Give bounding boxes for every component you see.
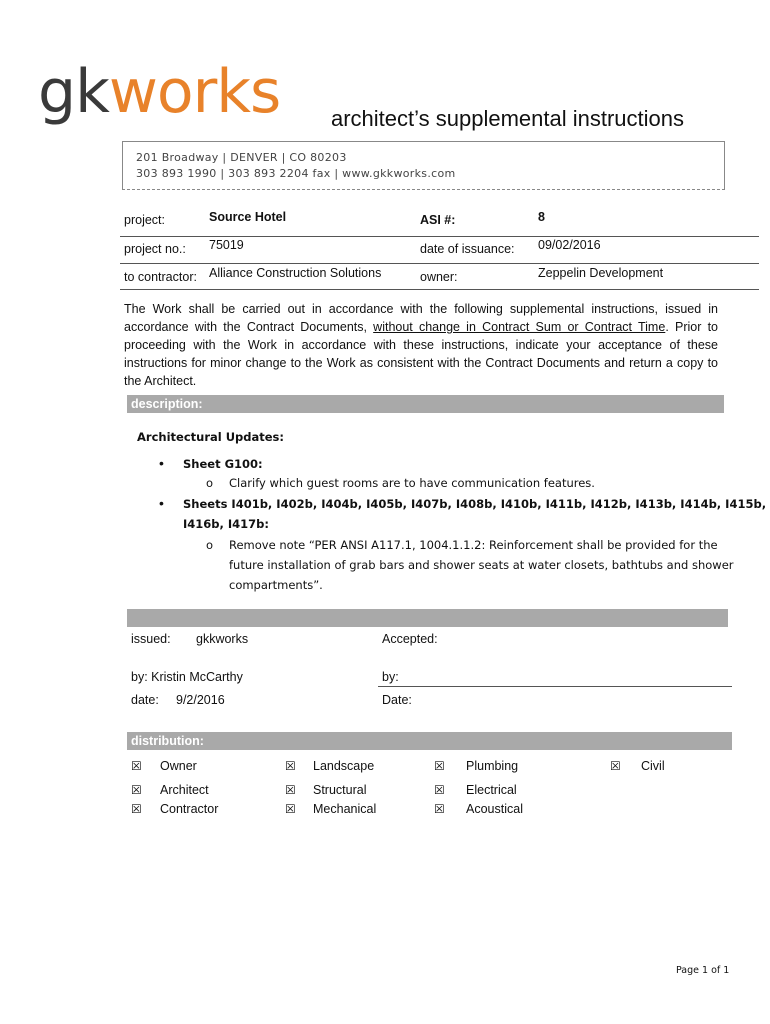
dist-landscape: Landscape [313, 759, 375, 773]
structural-checkbox[interactable]: ☒ [285, 783, 296, 797]
owner-checkbox[interactable]: ☒ [131, 759, 142, 773]
project-label: project: [124, 213, 165, 227]
dist-electrical: Electrical [466, 783, 517, 797]
accepted-by-line [378, 686, 732, 687]
dist-civil: Civil [641, 759, 665, 773]
civil-checkbox[interactable]: ☒ [610, 759, 621, 773]
document-title: architect’s supplemental instructions [331, 106, 684, 131]
distribution-header: distribution: [127, 732, 732, 750]
accepted-date-label: Date: [382, 693, 412, 707]
accepted-by-label: by: [382, 670, 399, 684]
owner-label: owner: [420, 270, 458, 284]
sub-bullet-icon: o [206, 538, 214, 552]
sheets-item-line-2: I416b, I417b: [183, 517, 270, 531]
dist-architect: Architect [160, 783, 209, 797]
landscape-checkbox[interactable]: ☒ [285, 759, 296, 773]
issued-value: gkkworks [196, 632, 249, 646]
intro-paragraph: The Work shall be carried out in accordance with the following supplemental instructions, issued in accordance with the Contract Documents, without change in Contract Sum or Contract Time. Prior to proceeding with the Work in accordance with these instructions, indicate your acceptance of these instructions for minor change to the Work as consistent with the Contract Documents and return a copy to the Architect. [124, 302, 719, 388]
accepted-label: Accepted: [382, 632, 438, 646]
project-no-value: 75019 [209, 238, 244, 252]
asi-label: ASI #: [420, 213, 456, 227]
bullet-icon: • [159, 495, 164, 511]
dist-structural: Structural [313, 783, 367, 797]
contractor-label: to contractor: [124, 270, 197, 284]
address-box [122, 141, 725, 190]
dist-mechanical: Mechanical [313, 802, 377, 816]
dist-owner: Owner [160, 759, 197, 773]
issued-label: issued: [131, 632, 171, 646]
project-no-label: project no.: [124, 242, 186, 256]
sheets-item-line-1: Sheets I401b, I402b, I404b, I405b, I407b, I408b, I410b, I411b, I412b, I413b, I414b, I415b, [183, 497, 767, 511]
dist-plumbing: Plumbing [466, 759, 519, 773]
contractor-checkbox[interactable]: ☒ [131, 802, 142, 816]
sheets-note-line-3: compartments”. [229, 578, 323, 592]
electrical-checkbox[interactable]: ☒ [434, 783, 445, 797]
plumbing-checkbox[interactable]: ☒ [434, 759, 445, 773]
architect-checkbox[interactable]: ☒ [131, 783, 142, 797]
issued-by: by: Kristin McCarthy [131, 670, 243, 684]
address-line-2: 303 893 1990 | 303 893 2204 fax | www.gkkworks.com [136, 167, 456, 180]
asi-value: 8 [538, 210, 545, 224]
description-header: description: [127, 395, 724, 413]
sheet-g100-item: Sheet G100: [183, 457, 263, 471]
sheet-g100-note: Clarify which guest rooms are to have communication features. [229, 476, 595, 490]
sheets-note-line-1: Remove note “PER ANSI A117.1, 1004.1.1.2: Reinforcement shall be provided for the [229, 538, 718, 552]
sub-bullet-icon: o [206, 476, 214, 490]
row-divider [120, 263, 759, 264]
row-divider [120, 289, 759, 290]
contractor-value: Alliance Construction Solutions [209, 266, 382, 280]
date-of-issuance-value: 09/02/2016 [538, 238, 601, 252]
bullet-icon: • [159, 455, 164, 471]
dist-contractor: Contractor [160, 802, 219, 816]
owner-value: Zeppelin Development [538, 266, 664, 280]
acoustical-checkbox[interactable]: ☒ [434, 802, 445, 816]
company-logo: gkworks [38, 57, 281, 127]
issued-date-value: 9/2/2016 [176, 693, 225, 707]
date-of-issuance-label: date of issuance: [420, 242, 515, 256]
no-change-clause: without change in Contract Sum or Contract Time [373, 320, 666, 334]
issued-date-label: date: [131, 693, 159, 707]
description-heading: Architectural Updates: [137, 430, 284, 444]
page-number: Page 1 of 1 [676, 965, 730, 976]
sheets-note-line-2: future installation of grab bars and shower seats at water closets, bathtubs and shower [229, 558, 734, 572]
dist-acoustical: Acoustical [466, 802, 523, 816]
address-line-1: 201 Broadway | DENVER | CO 80203 [136, 151, 347, 164]
signoff-header-band [127, 609, 728, 627]
row-divider [120, 236, 759, 237]
mechanical-checkbox[interactable]: ☒ [285, 802, 296, 816]
project-value: Source Hotel [209, 210, 287, 224]
